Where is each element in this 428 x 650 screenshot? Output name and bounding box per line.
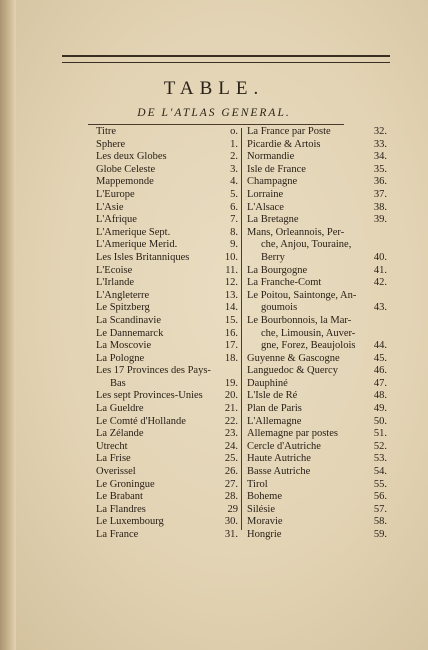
entry-name: Isle de France (247, 163, 306, 175)
entry-page-number: 9. (230, 239, 238, 251)
entry-page-number: 14. (224, 302, 238, 314)
toc-entry (247, 378, 387, 391)
entry-page-number: 1. (230, 138, 238, 150)
entry-name: Picardie & Artois (247, 138, 321, 150)
entry-page-number: 35. (373, 163, 387, 175)
entry-name: Languedoc & Quercy (247, 365, 338, 377)
entry-name: L'Isle de Ré (247, 390, 298, 402)
entry-page-number: 21. (224, 403, 238, 415)
entry-name: L'Amerique Merid. (96, 239, 178, 251)
header-rule (62, 55, 390, 63)
entry-page-number: 17. (224, 340, 238, 352)
entry-page-number: 41. (373, 264, 387, 276)
entry-page-number: 49. (373, 403, 387, 415)
toc-entry (96, 189, 238, 202)
toc-entry (96, 340, 238, 353)
entry-page-number: 11. (225, 264, 238, 276)
entry-page-number: 7. (230, 214, 238, 226)
entry-page-number: 55. (373, 478, 387, 490)
entry-page-number: 44. (373, 340, 387, 352)
toc-entry (96, 516, 238, 529)
toc-entry (96, 126, 238, 139)
toc-entry (96, 441, 238, 454)
entry-page-number: 24. (224, 440, 238, 452)
entry-page-number: 34. (373, 151, 387, 163)
entry-name: La Bretagne (247, 214, 299, 226)
entry-page-number: 42. (373, 277, 387, 289)
entry-name: Bas (110, 377, 126, 389)
toc-entry (247, 214, 387, 227)
entry-name: La Bourgogne (247, 264, 308, 276)
entry-name: Mappemonde (96, 176, 154, 188)
column-divider (241, 128, 242, 530)
toc-entry (96, 403, 238, 416)
toc-entry (247, 126, 387, 139)
entry-name: La Gueldre (96, 403, 144, 415)
toc-entry (247, 252, 387, 265)
toc-entry (96, 277, 238, 290)
entry-page-number: 36. (373, 176, 387, 188)
entry-page-number: 52. (373, 440, 387, 452)
toc-entry (247, 265, 387, 278)
entry-page-number: 40. (373, 251, 387, 263)
toc-entry (247, 176, 387, 189)
entry-page-number: 15. (224, 314, 238, 326)
toc-entry (247, 189, 387, 202)
entry-page-number: 3. (230, 163, 238, 175)
entry-name: La France par Poste (247, 126, 331, 137)
toc-entry (96, 353, 238, 366)
toc-entry (247, 139, 387, 152)
entry-name: Le Comté d'Hollande (96, 415, 186, 427)
entry-name: L'Irlande (96, 277, 135, 289)
toc-entry (247, 302, 387, 315)
entry-name: L'Alsace (247, 201, 284, 213)
toc-entry (96, 252, 238, 265)
toc-entry (96, 390, 238, 403)
entry-page-number: 10. (224, 251, 238, 263)
entry-name: L'Asie (96, 201, 124, 213)
entry-name: Haute Autriche (247, 453, 311, 465)
entry-name: La Zélande (96, 428, 144, 440)
entry-name: La Moscovie (96, 340, 152, 352)
entry-name: La Pologne (96, 352, 145, 364)
entry-name: Les 17 Provinces des Pays- (96, 365, 211, 377)
entry-page-number: 38. (373, 201, 387, 213)
left-column (96, 126, 238, 542)
entry-page-number: 57. (373, 503, 387, 515)
toc-entry (96, 328, 238, 341)
toc-entry (247, 151, 387, 164)
entry-name: Tirol (247, 478, 268, 490)
toc-entry (96, 176, 238, 189)
entry-name: Dauphiné (247, 377, 288, 389)
toc-entry (247, 202, 387, 215)
entry-page-number: 4. (230, 176, 238, 188)
entry-name: L'Allemagne (247, 415, 302, 427)
entry-name: Globe Celeste (96, 163, 156, 175)
entry-page-number: 29 (227, 503, 238, 515)
entry-name: Allemagne par postes (247, 428, 338, 440)
entry-page-number: 43. (373, 302, 387, 314)
entry-page-number: 48. (373, 390, 387, 402)
toc-entry (247, 290, 387, 303)
entry-page-number: 13. (224, 289, 238, 301)
toc-entry (96, 466, 238, 479)
entry-name: Hongrie (247, 529, 282, 540)
toc-entry (247, 365, 387, 378)
entry-name: Le Brabant (96, 491, 143, 503)
toc-entry (247, 516, 387, 529)
toc-entry (96, 139, 238, 152)
entry-page-number: 20. (224, 390, 238, 402)
entry-name: Le Bourbonnois, la Mar- (247, 314, 352, 326)
entry-page-number: 56. (373, 491, 387, 503)
entry-name: Guyenne & Gascogne (247, 352, 340, 364)
entry-name: che, Anjou, Touraine, (261, 239, 352, 251)
toc-entry (247, 340, 387, 353)
toc-entry (96, 453, 238, 466)
entry-page-number: 27. (224, 478, 238, 490)
entry-name: Boheme (247, 491, 282, 503)
entry-page-number: 51. (373, 428, 387, 440)
toc-entry (247, 239, 387, 252)
entry-page-number: 18. (224, 352, 238, 364)
toc-entry (247, 529, 387, 542)
entry-page-number: 12. (224, 277, 238, 289)
toc-entry (96, 529, 238, 542)
entry-page-number: 37. (373, 188, 387, 200)
toc-entry (96, 428, 238, 441)
toc-entry (96, 239, 238, 252)
entry-page-number: 31. (224, 529, 238, 540)
entry-name: Champagne (247, 176, 298, 188)
toc-entry (96, 227, 238, 240)
entry-name: Normandie (247, 151, 295, 163)
entry-page-number: 25. (224, 453, 238, 465)
entry-name: Titre (96, 126, 117, 137)
toc-entry (247, 453, 387, 466)
page-subtitle: DE L'ATLAS GENERAL. (137, 107, 291, 119)
toc-entry (96, 315, 238, 328)
entry-name: Silésie (247, 503, 275, 515)
toc-entry (96, 378, 238, 391)
entry-page-number: 30. (224, 516, 238, 528)
toc-entry (247, 441, 387, 454)
entry-name: Plan de Paris (247, 403, 302, 415)
entry-page-number: 6. (230, 201, 238, 213)
entry-page-number: 54. (373, 466, 387, 478)
toc-entry (96, 290, 238, 303)
entry-name: L'Afrique (96, 214, 137, 226)
entry-name: Cercle d'Autriche (247, 440, 321, 452)
toc-entry (96, 202, 238, 215)
toc-entry (247, 491, 387, 504)
entry-name: Utrecht (96, 440, 128, 452)
entry-name: La France (96, 529, 139, 540)
entry-page-number: 16. (224, 327, 238, 339)
entry-name: che, Limousin, Auver- (261, 327, 356, 339)
toc-entry (96, 265, 238, 278)
entry-name: La Franche-Comt (247, 277, 322, 289)
toc-entry (247, 390, 387, 403)
toc-entry (96, 479, 238, 492)
entry-name: Le Spitzberg (96, 302, 150, 314)
toc-entry (247, 479, 387, 492)
toc-entry (247, 164, 387, 177)
entry-page-number: 59. (373, 529, 387, 540)
toc-entry (247, 428, 387, 441)
entry-name: Le Poitou, Saintonge, An- (247, 289, 357, 301)
entry-page-number: 50. (373, 415, 387, 427)
entry-name: L'Angleterre (96, 289, 150, 301)
entry-name: Moravie (247, 516, 283, 528)
entry-name: Mans, Orleannois, Per- (247, 226, 345, 238)
toc-entry (96, 164, 238, 177)
entry-page-number: 47. (373, 377, 387, 389)
entry-page-number: 28. (224, 491, 238, 503)
entry-name: Overissel (96, 466, 136, 478)
entry-page-number: 2. (230, 151, 238, 163)
entry-name: L'Amerique Sept. (96, 226, 171, 238)
entry-name: Les Isles Britanniques (96, 251, 190, 263)
entry-name: Les deux Globes (96, 151, 167, 163)
entry-page-number: 23. (224, 428, 238, 440)
page-title: TABLE. (163, 78, 265, 99)
entry-name: Sphere (96, 138, 126, 150)
entry-name: La Frise (96, 453, 131, 465)
toc-entry (96, 214, 238, 227)
entry-page-number: 53. (373, 453, 387, 465)
entry-name: Berry (261, 251, 285, 263)
toc-entry (247, 466, 387, 479)
entry-page-number: 19. (224, 377, 238, 389)
right-column (247, 126, 387, 542)
entry-page-number: 5. (230, 188, 238, 200)
entry-name: Lorraine (247, 188, 284, 200)
entry-name: goumois (261, 302, 298, 314)
toc-entry (96, 151, 238, 164)
entry-name: Le Groningue (96, 478, 155, 490)
entry-page-number: 22. (224, 415, 238, 427)
toc-entry (96, 302, 238, 315)
entry-page-number: 46. (373, 365, 387, 377)
toc-entry (96, 504, 238, 517)
entry-name: gne, Forez, Beaujolois (261, 340, 356, 352)
entry-name: La Scandinavie (96, 314, 162, 326)
toc-entry (247, 277, 387, 290)
toc-entry (247, 403, 387, 416)
entry-page-number: 45. (373, 352, 387, 364)
toc-entry (96, 365, 238, 378)
toc-entry (247, 416, 387, 429)
entry-page-number: o. (230, 126, 238, 137)
toc-entry (247, 315, 387, 328)
entry-name: La Flandres (96, 503, 146, 515)
entry-name: Basse Autriche (247, 466, 311, 478)
entry-name: Le Luxembourg (96, 516, 164, 528)
entry-name: L'Ecoise (96, 264, 133, 276)
toc-entry (247, 353, 387, 366)
toc-entry (96, 416, 238, 429)
entry-page-number: 26. (224, 466, 238, 478)
entry-page-number: 32. (373, 126, 387, 137)
entry-page-number: 39. (373, 214, 387, 226)
entry-page-number: 58. (373, 516, 387, 528)
entry-page-number: 8. (230, 226, 238, 238)
toc-entry (247, 328, 387, 341)
toc-entry (247, 227, 387, 240)
toc-entry (96, 491, 238, 504)
entry-name: Le Dannemarck (96, 327, 164, 339)
entry-name: Les sept Provinces-Unies (96, 390, 203, 402)
entry-page-number: 33. (373, 138, 387, 150)
subtitle-rule (88, 124, 344, 125)
entry-name: L'Europe (96, 188, 135, 200)
toc-entry (247, 504, 387, 517)
